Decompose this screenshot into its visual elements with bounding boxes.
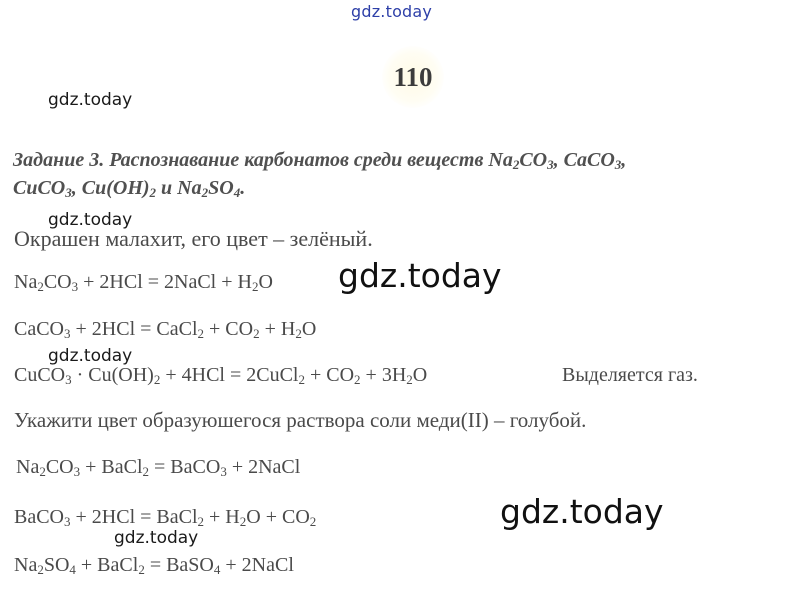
- gas-note: Выделяется газ.: [562, 364, 698, 386]
- equation-6: $Na_2SO_4$ + BaCl$_2$ = BaSO$_4$ + 2NaCl: [14, 554, 294, 577]
- task-title: Задание 3. Распознавание карбонатов среди веществ $Na_2CO_3$, CaCO$_3$, CuCO$_3$, $Cu(OH)_2$ и $Na_2SO_4$.: [13, 149, 627, 200]
- watermark: gdz.today: [48, 210, 133, 230]
- equation-1: $Na_2CO_3 + 2HCl$ = 2NaCl + $H_2O$: [14, 271, 273, 294]
- equation-4: $Na_2CO_3$ + BaCl$_2$ = BaCO$_3$ + 2NaCl: [16, 456, 301, 479]
- watermark-large: gdz.today: [500, 492, 664, 531]
- malachite-text: Окрашен малахит, его цвет – зелёный.: [14, 226, 373, 251]
- watermark: gdz.today: [48, 346, 133, 366]
- equation-2: CaCO$_3$ + 2HCl = CaCl$_2$ + $CO_2 + H_2O$: [14, 318, 317, 341]
- equation-3: CuCO$_3$ · $Cu(OH)_2 + 4HCl$ = 2CuCl$_2$ + $CO_2 + 3H_2O$: [14, 364, 428, 387]
- equation-5: BaCO$_3$ + 2HCl = BaCl$_2$ + $H_2O + CO_2$: [14, 506, 317, 529]
- watermark: gdz.today: [114, 528, 199, 548]
- watermark: gdz.today: [48, 90, 133, 110]
- page-number: 110: [382, 46, 444, 108]
- watermark-large: gdz.today: [338, 256, 502, 295]
- instruction-text: Укажити цвет образуюшегося раствора соли меди(II) – голубой.: [14, 408, 587, 432]
- watermark-top: gdz.today: [351, 2, 433, 21]
